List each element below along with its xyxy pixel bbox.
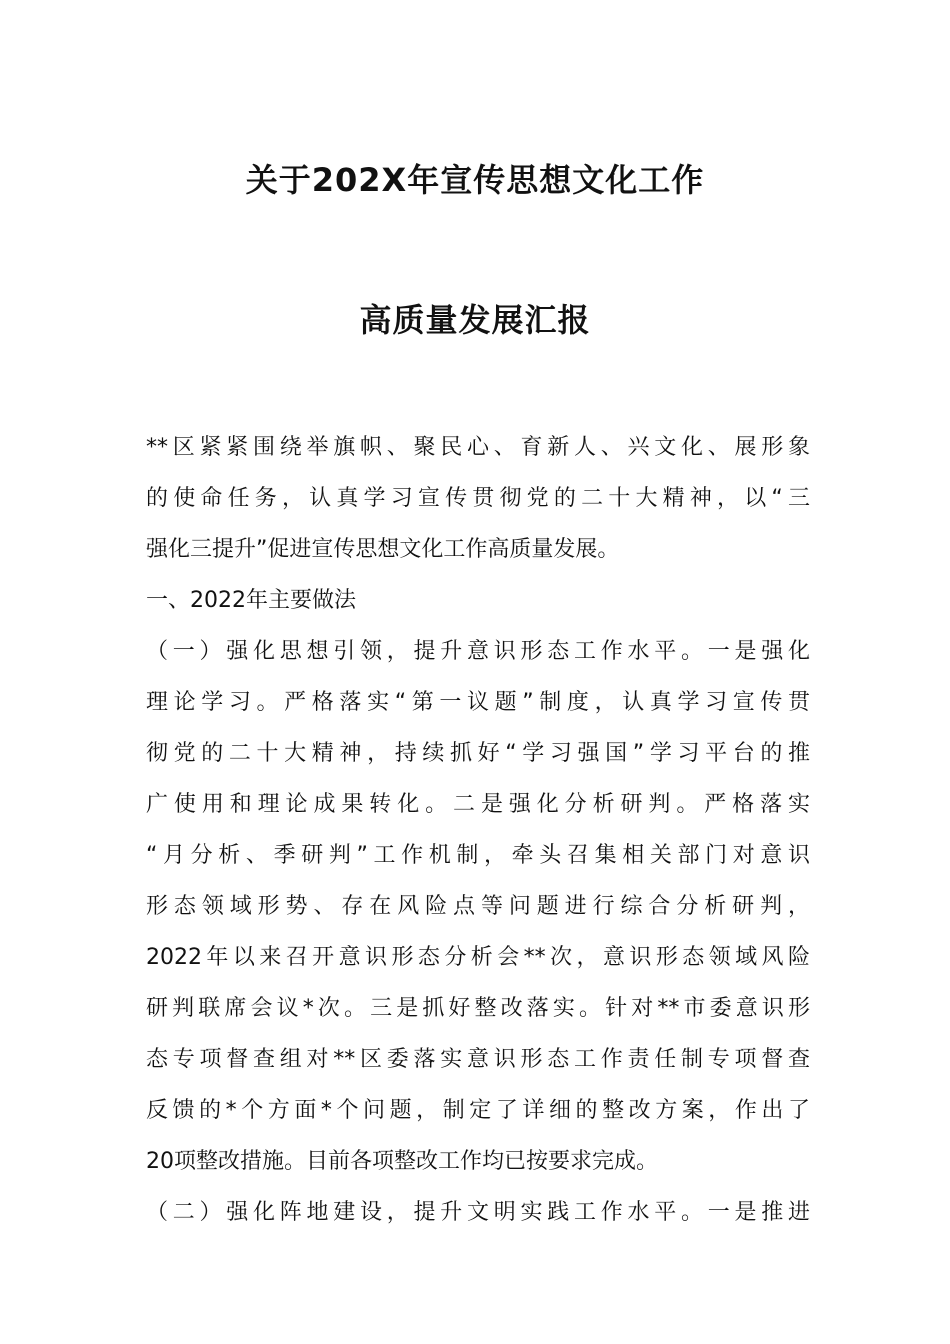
body-line: 强化三提升”促进宣传思想文化工作高质量发展。	[146, 537, 620, 562]
body-line: 彻党的二十大精神，持续抓好“学习强国”学习平台的推	[146, 741, 810, 766]
document-title-line-2: 高质量发展汇报	[359, 301, 591, 339]
body-line: （二）强化阵地建设，提升文明实践工作水平。一是推进	[146, 1200, 810, 1225]
body-line: “月分析、季研判”工作机制，牵头召集相关部门对意识	[146, 843, 810, 868]
body-line: 的使命任务，认真学习宣传贯彻党的二十大精神，以“三	[146, 486, 810, 511]
body-line: 研判联席会议*次。三是抓好整改落实。针对**市委意识形	[146, 996, 810, 1021]
body-line: 态专项督查组对**区委落实意识形态工作责任制专项督查	[146, 1047, 810, 1072]
body-line: 20项整改措施。目前各项整改工作均已按要求完成。	[146, 1149, 658, 1174]
body-line: 反馈的*个方面*个问题，制定了详细的整改方案，作出了	[146, 1098, 810, 1123]
body-line: 广使用和理论成果转化。二是强化分析研判。严格落实	[146, 792, 810, 817]
document-title-line-1: 关于202X年宣传思想文化工作	[245, 161, 705, 199]
body-line: （一）强化思想引领，提升意识形态工作水平。一是强化	[146, 639, 810, 664]
body-line: 2022年以来召开意识形态分析会**次，意识形态领域风险	[146, 945, 810, 970]
section-heading: 一、2022年主要做法	[146, 588, 356, 613]
body-line: **区紧紧围绕举旗帜、聚民心、育新人、兴文化、展形象	[146, 435, 810, 460]
document-body	[146, 425, 810, 1241]
body-line: 理论学习。严格落实“第一议题”制度，认真学习宣传贯	[146, 690, 810, 715]
body-line: 形态领域形势、存在风险点等问题进行综合分析研判，	[146, 894, 810, 919]
